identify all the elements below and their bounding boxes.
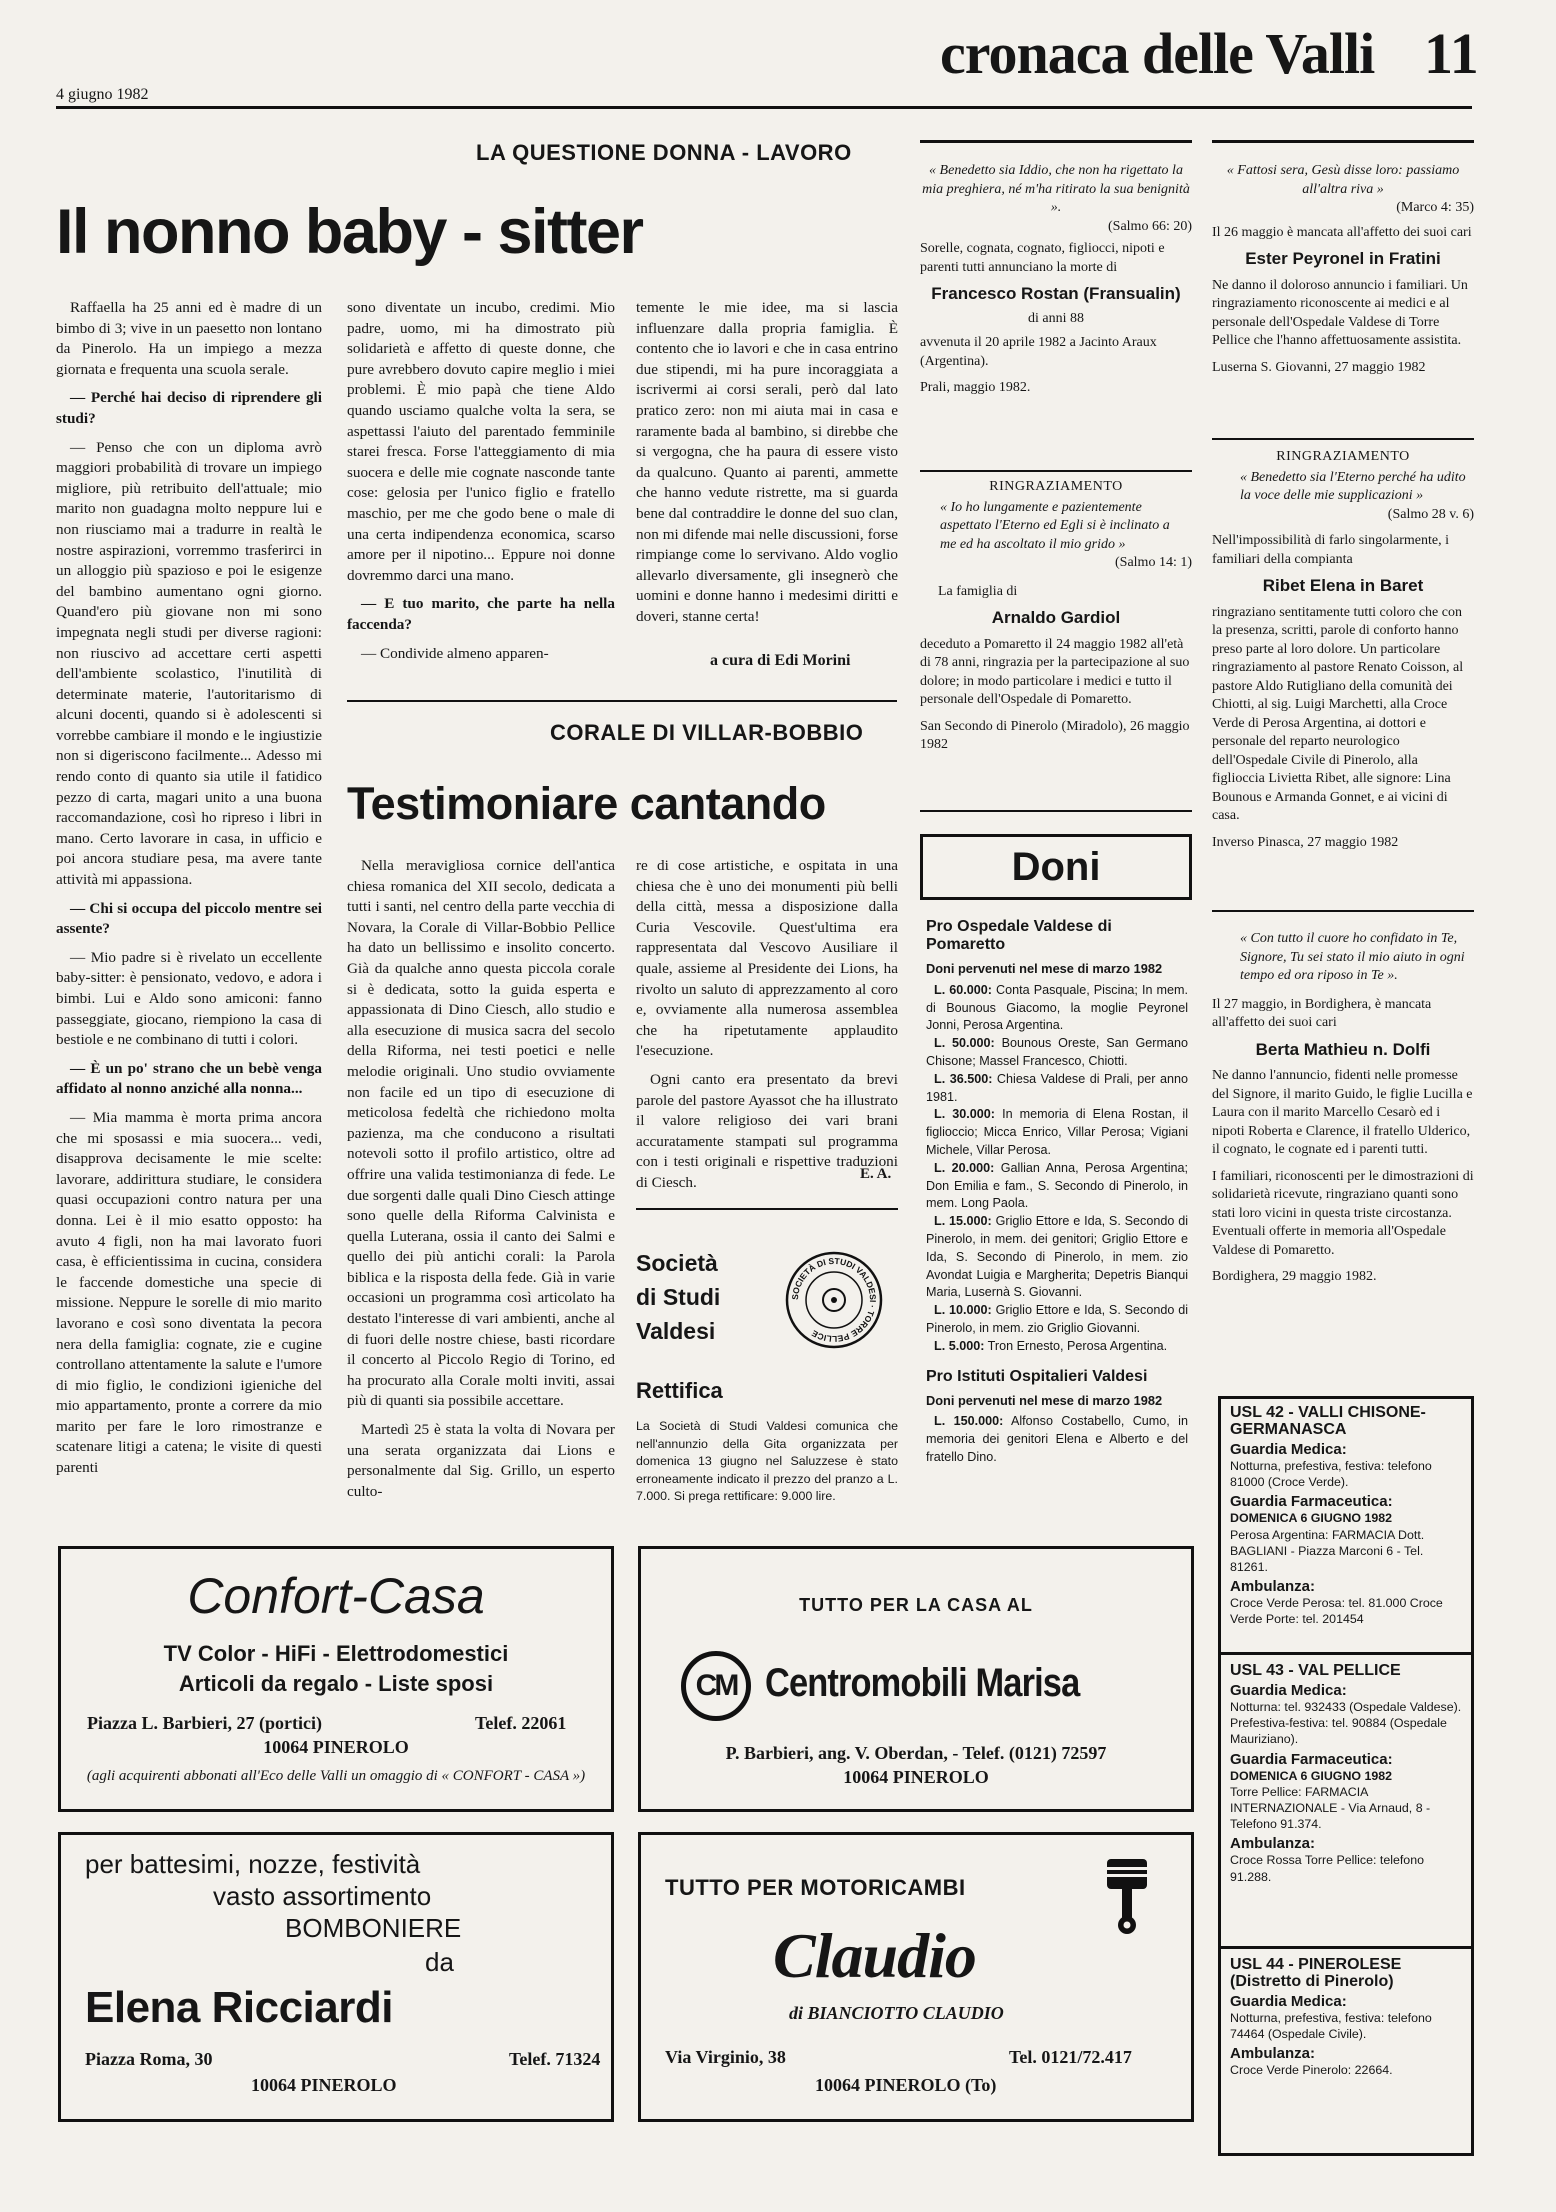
article1-column-2 [347,298,615,672]
article1-paragraph: — Mio padre si è rivelato un eccellente baby-sitter: è pensionato, vedovo, e adora i bimbi. Lui e Aldo sono amiconi: fanno passeggiate, giocano, riempiono la casa di bestiole e ne combinano di tutti i colori. [56,948,322,1049]
usl44-ambulanza-text: Croce Verde Pinerolo: 22664. [1230,2063,1393,2078]
usl-44 [1230,1956,1464,2079]
article1-paragraph: — Chi si occupa del piccolo mentre sei assente? [56,899,322,938]
claudio-city: 10064 PINEROLO (To) [815,2075,997,2095]
baret-place: Inverso Pinasca, 27 maggio 1982 [1212,834,1399,850]
col6-top-rule [1212,140,1474,143]
usl43-guardia-farmaceutica: Guardia Farmaceutica: [1230,1750,1393,1768]
rostan-name: Francesco Rostan (Fransualin) [931,284,1181,303]
article1-paragraph: Raffaella ha 25 anni ed è madre di un bimbo di 3; vive in un paesetto non lontano da Pinerolo. Ha un impiego a mezza giornata e frequenta una scuola serale. [56,299,322,378]
usl44-ambulanza: Ambulanza: [1230,2045,1316,2063]
usl-43 [1230,1662,1464,1885]
ricciardi-line-4: da [425,1947,454,1977]
rostan-quote: « Benedetto sia Iddio, che non ha rigettato la mia preghiera, né m'ha ritirato la sua benignità ». [922,163,1190,215]
peyronel-name: Ester Peyronel in Fratini [1245,249,1441,268]
claudio-top: TUTTO PER MOTORICAMBI [665,1875,966,1900]
studi-divider [636,1208,898,1210]
donation-item: L. 10.000: Griglio Ettore e Ida, S. Secondo di Pinerolo, in mem. zio Griglio Giovanni. [926,1303,1188,1335]
article1-column-3 [636,298,898,636]
studi-title-line-3: Valdesi [636,1318,716,1344]
doni-list [926,912,1188,1467]
article1-paragraph: — Perché hai deciso di riprendere gli studi? [56,389,322,427]
usl42-day: DOMENICA 6 GIUGNO 1982 [1230,1511,1393,1526]
article2-paragraph: Ogni canto era presentato da brevi parole del pastore Ayassot che ha illustrato il valore religioso dei vari brani accuratamente stampati sul programma con i testi originali e rispettive traduzioni di Ciesch. [636,1070,898,1191]
notice-peyronel [1212,162,1474,377]
article1-paragraph: sono diventate un incubo, credimi. Mio padre, uomo, mi ha dimostrato più solidarietà e affetto di queste donne, che pure avrebbero dovuto capire meglio i miei problemi. È mio papà che tiene Aldo quando usciamo qualche volta la sera, se aspettassi l'aiuto del parentado femminile starei fresca. Forse l'atteggiamento di mia suocera e delle mie cognate nasconde tante cose: gelosia per l'unico figlio e fratello maschio, per me che godo bene o male di una certa indipendenza economica, scarso amore per il nipotino... Eppure noi donne dovremmo darci una mano. [347,299,615,584]
article2-kicker: CORALE DI VILLAR-BOBBIO [550,720,864,745]
article2-paragraph: Martedì 25 è stata la volta di Novara per una serata organizzata dai Lions e personalmente dal Sig. Grillo, un esperto culto- [347,1421,615,1500]
article2-paragraph: Nella meravigliosa cornice dell'antica chiesa romanica del XII secolo, dedicata a tutti i santi, nel centro della parte vecchia di Novara, la Corale di Villar-Bobbio Pellice ha dato un bellissimo e insolito concerto. Già da qualche anno questa piccola corale si è dedicata, sotto la guida esperta e appassionata di Dino Ciesch, allo studio e alla esecuzione di musica sacra del secolo della Riforma, nei testi poetici e nelle melodie originali. Uno studio ovviamente non facile ed un tipo di esecuzione di meticolosa fedeltà che richiedono molta pazienza, ma che conducono a risultati notevoli sotto il profilo artistico, oltre ad offrire una valida testimonianza di fede. Le due sorgenti dalle quali Dino Ciesch attinge sono quelle della Riforma Calvinista e quella Luterana, ossia il canto dei Salmi e quello dei più antichi corali: la Parola biblica e la risposta della fede. Già in varie occasioni un programma così articolato ha destato l'interesse di vari ambienti, anche al di fuori delle nostre chiese, basti ricordare il concerto al Piccolo Regio di Torino, ed ha procurato alla Corale molti inviti, assai più di quanti sia possibile accettare. [347,857,615,1410]
peyronel-intro: Il 26 maggio è mancata all'affetto dei suoi cari [1212,224,1472,240]
ad-ricciardi [58,1832,614,2122]
gardiol-name: Arnaldo Gardiol [991,608,1121,627]
confort-phone: Telef. 22061 [475,1713,567,1733]
doni-pro-2: Pro Istituti Ospitalieri Valdesi [926,1367,1148,1385]
gardiol-intro: La famiglia di [938,583,1018,599]
peyronel-quote: « Fattosi sera, Gesù disse loro: passiamo all'altra riva » [1226,163,1460,197]
donation-item: L. 20.000: Gallian Anna, Perosa Argentina; Don Emilia e fam., S. Secondo di Pinerolo, in mem. Long Paola. [926,1160,1189,1211]
confort-note: (agli acquirenti abbonati all'Eco delle Valli un omaggio di « CONFORT - CASA ») [86,1768,586,1784]
studi-seal-text: SOCIETÀ DI STUDI VALDESI · TORRE PELLICE [789,1255,879,1345]
doni-subtitle-2: Doni pervenuti nel mese di marzo 1982 [926,1392,1163,1408]
piston-icon [1095,1855,1159,1935]
claudio-address: Via Virginio, 38 [665,2047,786,2067]
confort-line-2: Articoli da regalo - Liste sposi [178,1671,494,1696]
donation-item: L. 50.000: Bounous Oreste, San Germano Chisone; Massel Francesco, Chiotti. [926,1036,1188,1068]
baret-name: Ribet Elena in Baret [1262,576,1424,595]
gardiol-details: deceduto a Pomaretto il 24 maggio 1982 all'età di 78 anni, ringrazia per la partecipazione al suo dolore; in modo particolare i medici e tutto il personale dell'Ospedale di Pomaretto. [920,636,1190,707]
article2-byline: E. A. [860,1166,892,1182]
col6-rule-3 [1212,910,1474,912]
usl42-ambulanza: Ambulanza: [1230,1578,1316,1596]
rettifica-title: Rettifica [636,1378,723,1403]
ricciardi-line-1: per battesimi, nozze, festività [85,1849,421,1879]
donation-item: L. 5.000: Tron Ernesto, Perosa Argentina. [934,1338,1168,1353]
doni-title: Doni [1011,845,1101,889]
studi-title [636,1246,720,1348]
usl-rule-2 [1218,1946,1474,1949]
rostan-ref: (Salmo 66: 20) [1108,218,1192,234]
baret-details: ringraziano sentitamente tutti coloro che con la presenza, scritti, parole di conforto hanno preso parte al loro dolore. Un particolare ringraziamento al pastore Renato Coisson, al pastore Aldo Rutigliano della comunità dei Chiotti, al sig. Luigi Marchetti, alla Croce Verde di Perosa Argentina, ai dottori e personale del reparto neurologico dell'Ospedale Civile di Pinerolo, alla figlioccia Livietta Ribet, alle signore: Lina Bounous e Armanda Gonnet, e ai vicini di casa. [1212,604,1464,823]
section-divider [347,700,897,702]
ad-centromobili [638,1546,1194,1812]
col5-rule-3 [920,810,1192,812]
ricciardi-city: 10064 PINEROLO [251,2075,397,2095]
peyronel-ref: (Marco 4: 35) [1396,200,1474,215]
article1-column-1 [56,298,322,1487]
usl44-title: USL 44 - PINEROLESE (Distretto di Pinerolo) [1230,1956,1402,1990]
claudio-brand: Claudio [773,1920,976,1991]
page-number: 11 [1424,21,1479,86]
ricciardi-line-3: BOMBONIERE [285,1913,462,1943]
usl42-title: USL 42 - VALLI CHISONE-GERMANASCA [1230,1404,1426,1438]
gardiol-ref: (Salmo 14: 1) [1115,555,1192,570]
doni-pro-1: Pro Ospedale Valdese di Pomaretto [926,918,1112,953]
usl42-farmacia: Perosa Argentina: FARMACIA Dott. BAGLIANI - Piazza Marconi 6 - Tel. 81261. [1230,1527,1425,1575]
article2-column-1 [347,856,615,1510]
centromobili-city: 10064 PINEROLO [843,1767,989,1787]
studi-title-line-2: di Studi [636,1284,721,1310]
donation-item: L. 36.500: Chiesa Valdese di Prali, per anno 1981. [926,1071,1188,1104]
ad-confort-casa [58,1546,614,1812]
claudio-phone: Tel. 0121/72.417 [1009,2047,1132,2067]
usl44-guardia-medica: Guardia Medica: [1230,1993,1347,2010]
donation-item: L. 30.000: In memoria di Elena Rostan, il figlioccio; Micca Enrico, Villar Perosa; Vigiani Michele, Villar Perosa. [926,1107,1189,1157]
usl-rule-1 [1218,1652,1474,1655]
gardiol-place: San Secondo di Pinerolo (Miradolo), 26 maggio 1982 [920,718,1190,752]
baret-ref: (Salmo 28 v. 6) [1387,506,1474,522]
centromobili-logo [681,1651,751,1721]
article2-column-2 [636,856,898,1202]
baret-intro: Nell'impossibilità di farlo singolarmente, i familiari della compianta [1212,533,1449,567]
dolfi-intro: Il 27 maggio, in Bordighera, è mancata all'affetto dei suoi cari [1212,996,1432,1030]
rostan-age: di anni 88 [1028,310,1084,326]
col5-rule-2 [920,470,1192,472]
usl44-guardia-medica-text: Notturna, prefestiva, festiva: telefono 74464 (Ospedale Civile). [1230,2011,1432,2042]
usl42-guardia-medica: Guardia Medica: [1230,1441,1347,1458]
confort-city: 10064 PINEROLO [263,1737,409,1757]
ricciardi-brand: Elena Ricciardi [85,1983,393,2032]
usl43-ambulanza-text: Croce Rossa Torre Pellice: telefono 91.288. [1230,1853,1424,1884]
article1-paragraph: — È un po' strano che un bebè venga affidato al nonno anziché alla nonna... [56,1059,322,1098]
ricciardi-phone: Telef. 71324 [509,2049,601,2069]
dolfi-quote: « Con tutto il cuore ho confidato in Te, Signore, Tu sei stato il mio aiuto in ogni tempo ed ora riposo in Te ». [1240,931,1465,983]
baret-heading: RINGRAZIAMENTO [1276,449,1410,464]
notice-dolfi [1212,930,1474,1287]
centromobili-logo-text: CM [695,1669,737,1702]
dolfi-place: Bordighera, 29 maggio 1982. [1212,1269,1377,1284]
newspaper-name: cronaca delle Valli [940,21,1375,86]
article2-paragraph: re di cose artistiche, e ospitata in una chiesa che è uno dei monumenti più belli della città, messa a disposizione dalla Curia Vescovile. Quest'ultima era rappresentata dal Vescovo Ausiliare il quale, assieme al Presidente dei Lions, ha rivolto un saluto di apprezzamento al coro e, ovviamente alla numerosa assemblea che ha ripetutamente applaudito l'esecuzione. [636,857,898,1060]
usl43-title: USL 43 - VAL PELLICE [1230,1662,1401,1679]
article1-paragraph: — Mia mamma è morta prima ancora che mi sposassi e mia suocera... vedi, disapprova decisamente le mie scelte: lavorare, addirittura studiare, le considera quasi occupazioni contro natura per una donna. Lei è il mio esatto opposto: ha avuto 4 figli, non ha mai lavorato fuori casa, è efficientissima in cucina, considera le faccende domestiche una specie di missione. Neppure le sorelle di mio marito lavorano e così sono diventata la pecora nera della famiglia: cognate, zie e cugine controllano attentamente la salute e l'umore di mio figlio, le condizioni igieniche del mio appartamento, pronte a correre da mio marito per fare le loro rimostranze e scatenare litigi a catena; le visite di questi parenti [56,1108,322,1477]
notice-baret [1212,448,1474,852]
studi-title-line-1: Società [636,1250,718,1276]
article1-headline: Il nonno baby - sitter [56,197,643,267]
centromobili-brand: Centromobili Marisa [765,1661,1080,1705]
centromobili-address: P. Barbieri, ang. V. Oberdan, - Telef. (0121) 72597 [725,1743,1107,1763]
peyronel-place: Luserna S. Giovanni, 27 maggio 1982 [1212,359,1426,375]
confort-brand: Confort-Casa [187,1568,485,1624]
rettifica-text: La Società di Studi Valdesi comunica che nell'annunzio della Gita organizzata per domenica 13 giugno nel Saluzzese è stato erroneamente indicato il prezzo del pranzo a L. 7.000. Si prega rettificare: 9.000 lire. [636,1419,898,1503]
donation-item: L. 150.000: Alfonso Costabello, Cumo, in memoria dei genitori Elena e Alberto e del fratello Dino. [926,1414,1188,1464]
doni-title-box [920,834,1192,900]
usl43-guardia-medica: Guardia Medica: [1230,1682,1347,1699]
article1-byline: a cura di Edi Morini [710,652,851,669]
notice-gardiol [920,478,1192,755]
ricciardi-line-2: vasto assortimento [213,1881,432,1911]
dolfi-details-2: I familiari, riconoscenti per le dimostrazioni di solidarietà ricevute, ringraziano quanti sono stati loro vicini in questa triste circostanza. Eventuali offerte in memoria all'Ospedale Valdese di Pomaretto. [1212,1168,1474,1258]
gardiol-heading: RINGRAZIAMENTO [989,479,1123,494]
article1-kicker: LA QUESTIONE DONNA - LAVORO [476,140,852,165]
confort-address: Piazza L. Barbieri, 27 (portici) [87,1713,322,1733]
donation-item: L. 60.000: Conta Pasquale, Piscina; In mem. di Bounous Giacomo, la moglie Peyronel Jonni, Perosa Argentina. [926,982,1188,1033]
article1-paragraph: — E tuo marito, che parte ha nella faccenda? [347,595,615,633]
ad-claudio [638,1832,1194,2122]
usl43-ambulanza: Ambulanza: [1230,1835,1316,1853]
confort-line-1: TV Color - HiFi - Elettrodomestici [163,1641,509,1666]
dolfi-details: Ne danno l'annuncio, fidenti nelle promesse del Signore, il marito Guido, le figlie Lucilla e Laura con il marito Marcello Cesarò ed i nipoti Roberta e Clarence, il fratello Ulderico, il cognato, le cognate ed i parenti tutti. [1212,1068,1473,1157]
claudio-sub: di BIANCIOTTO CLAUDIO [789,2003,1004,2023]
doni-subtitle-1: Doni pervenuti nel mese di marzo 1982 [926,961,1163,976]
studi-seal-logo [784,1250,884,1350]
ricciardi-address: Piazza Roma, 30 [85,2049,213,2069]
masthead-rule [56,106,1472,109]
issue-date: 4 giugno 1982 [56,86,149,103]
col5-top-rule [920,140,1192,143]
article2-headline: Testimoniare cantando [347,778,826,829]
rostan-details: avvenuta il 20 aprile 1982 a Jacinto Araux (Argentina). [920,335,1157,369]
dolfi-name: Berta Mathieu n. Dolfi [1255,1039,1431,1059]
usl42-guardia-farmaceutica: Guardia Farmaceutica: [1230,1493,1393,1511]
peyronel-details: Ne danno il doloroso annuncio i familiari. Un ringraziamento riconoscente ai medici e al personale dell'Ospedale Valdese di Torre Pellice che l'hanno affettuosamente assistita. [1212,277,1468,348]
centromobili-top: TUTTO PER LA CASA AL [799,1595,1033,1615]
baret-quote: « Benedetto sia l'Eterno perché ha udito la voce delle mie supplicazioni » [1240,469,1466,503]
usl42-guardia-medica-text: Notturna, prefestiva, festiva: telefono 81000 (Croce Verde). [1230,1459,1432,1490]
article1-paragraph: temente le mie idee, ma si lascia influenzare dalla propria famiglia. È contento che io lavori e che in casa entrino due stipendi, mi ha pure incoraggiata a iscrivermi ai corsi serali, però dal lato pratico zero: non mi aiuta mai in casa e raramente bada al bambino, si direbbe che si vergogna, che ha paura di essere visto da qualcuno. Quanto ai parenti, ammette che hanno vedute ristrette, ma si guarda bene dal contraddire le donne del suo clan, non mi difende mai nelle discussioni, forse rimpiange come lo servivano. Aldo voglio allevarlo diversamente, gli insegnerò che uomini e donne hanno i medesimi diritti e doveri, stanne certa! [636,299,898,625]
donation-item: L. 15.000: Griglio Ettore e Ida, S. Secondo di Pinerolo, in mem. dei genitori; Griglio Ettore e Ida, S. Secondo di Pinerolo, in mem. zio Avondat Luigia e Margherita; Depetris Bianqui Maria, Lusernà S. Giovanni. [926,1214,1188,1300]
rostan-intro: Sorelle, cognata, cognato, figliocci, nipoti e parenti tutti annunciano la morte di [920,241,1165,275]
col6-rule-2 [1212,438,1474,440]
gardiol-quote: « Io ho lungamente e pazientemente aspettato l'Eterno ed Egli si è inclinato a me ed ha ascoltato il mio grido » [940,499,1170,552]
rostan-place: Prali, maggio 1982. [920,380,1031,395]
article1-paragraph: — Condivide almeno apparen- [361,644,549,662]
usl43-guardia-medica-text: Notturna: tel. 932433 (Ospedale Valdese). Prefestiva-festiva: tel. 90884 (Ospedale Mauriziano). [1230,1700,1462,1747]
usl43-day: DOMENICA 6 GIUGNO 1982 [1230,1768,1393,1783]
usl43-farmacia: Torre Pellice: FARMACIA INTERNAZIONALE - Via Arnaud, 8 - Telefono 91.374. [1230,1784,1431,1832]
usl42-ambulanza-text: Croce Verde Perosa: tel. 81.000 Croce Verde Porte: tel. 201454 [1230,1596,1443,1627]
usl-42 [1230,1404,1464,1628]
article1-paragraph: — Penso che con un diploma avrò maggiori probabilità di trovare un impiego migliore, più retribuito dell'attuale; mio marito non guadagna molto neppure lui e non riusciamo mai a tradurre in realtà le nostre aspirazioni, vorremmo trasferirci in un alloggio più spazioso e poi le esigenze del bambino aumentano ogni giorno. Quand'ero più giovane non mi sono impegnata negli studi per diverse ragioni: non riuscivo ad accettare certi aspetti dell'ambiente scolastico, l'inutilità di determinate materie, l'autoritarismo di alcuni docenti, quando si è adolescenti si vorrebbe cambiare il mondo e le ingiustizie non si digeriscono facilmente... Adesso mi rendo conto di quanto sia utile il fatidico pezzo di carta, magari unito a una buona raccomandazione, così ho ripreso i libri in mano. Certo lavorare in casa, in ufficio e poi ancora studiare pesa, ma avere tante attività mi appassiona. [56,438,322,889]
notice-rostan [920,162,1192,398]
